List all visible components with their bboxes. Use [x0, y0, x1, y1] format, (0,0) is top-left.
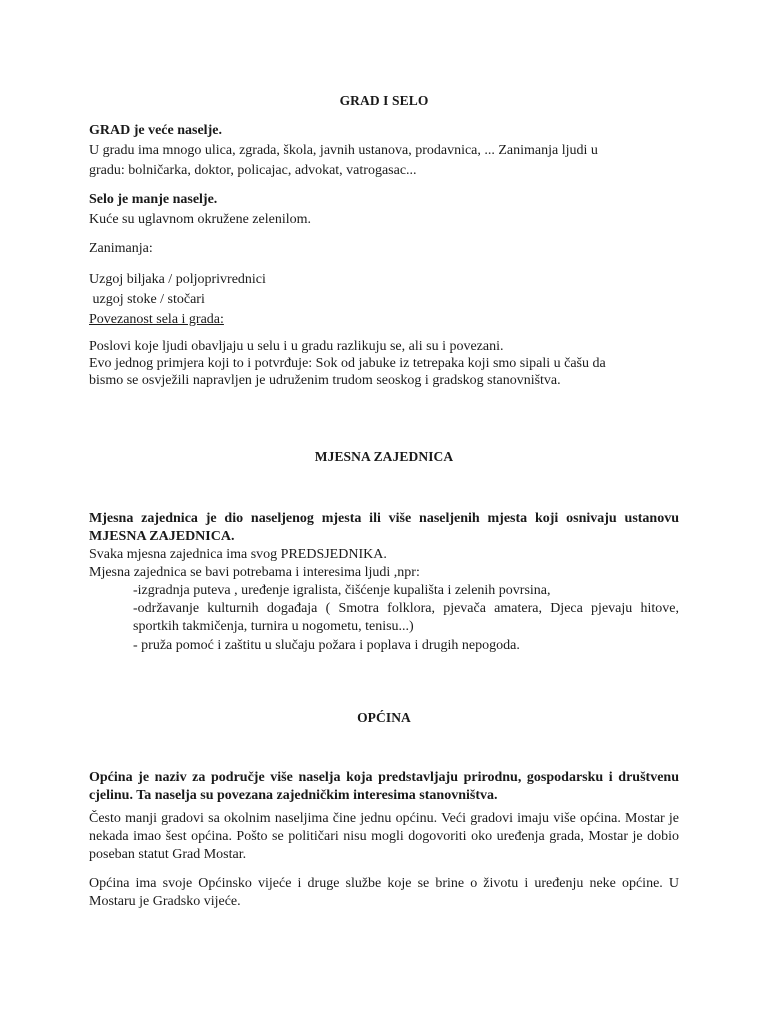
mjesna-zajednica-item-3: - pruža pomoć i zaštitu u slučaju požara i poplava i drugih nepogoda. — [133, 638, 520, 653]
opcina-paragraph-1: Često manji gradovi sa okolnim naseljima čine jednu općinu. Veći gradovi imaju više općina. Mostar je nekada imao šest općina. Pošto se političari nisu mogli dogovoriti oko uređenja grada, Mostar je dobio poseban statut Grad Mostar. — [89, 811, 679, 862]
mjesna-zajednica-item-2: -održavanje kulturnih događaja ( Smotra folklora, pjevača amatera, Djeca pjevaju hitove, sportkih takmičenja, turnira u nogometu, tenisu...) — [133, 601, 679, 634]
zanimanje-item-1: Uzgoj biljaka / poljoprivrednici — [89, 272, 266, 287]
section-title-mjesna-zajednica: MJESNA ZAJEDNICA — [314, 449, 454, 464]
mjesna-zajednica-predsjednik: Svaka mjesna zajednica ima svog PREDSJEDNIKA. — [89, 547, 387, 562]
povezanost-text-line-3: bismo se osvježili napravljen je udruženim trudom seoskog i gradskog stanovništva. — [89, 373, 561, 388]
mjesna-zajednica-bavi-se: Mjesna zajednica se bavi potrebama i interesima ljudi ,npr: — [89, 565, 420, 580]
povezanost-heading: Povezanost sela i grada: — [89, 312, 224, 327]
povezanost-text-line-2: Evo jednog primjera koji to i potvrđuje: Sok od jabuke iz tetrepaka koji smo sipali u čašu da — [89, 356, 606, 371]
grad-text-line-2: gradu: bolničarka, doktor, policajac, advokat, vatrogasac... — [89, 163, 417, 178]
grad-text-line-1: U gradu ima mnogo ulica, zgrada, škola, javnih ustanova, prodavnica, ... Zanimanja ljudi u — [89, 143, 598, 158]
selo-heading: Selo je manje naselje. — [89, 192, 218, 207]
opcina-paragraph-2: Općina ima svoje Općinsko vijeće i druge službe koje se brine o životu i uređenju neke općine. U Mostaru je Gradsko vijeće. — [89, 876, 679, 909]
povezanost-text-line-1: Poslovi koje ljudi obavljaju u selu i u gradu razlikuju se, ali su i povezani. — [89, 339, 504, 354]
section-title-opcina: OPĆINA — [357, 710, 411, 725]
grad-heading: GRAD je veće naselje. — [89, 123, 222, 138]
zanimanja-label: Zanimanja: — [89, 241, 153, 256]
selo-text: Kuće su uglavnom okružene zelenilom. — [89, 212, 311, 227]
opcina-definition: Općina je naziv za područje više naselja koja predstavljaju prirodnu, gospodarsku i društvenu cjelinu. Ta naselja su povezana zajedničkim interesima stanovništva. — [89, 770, 679, 803]
zanimanje-item-2: uzgoj stoke / stočari — [89, 292, 205, 307]
mjesna-zajednica-item-1: -izgradnja puteva , uređenje igralista, čišćenje kupališta i zelenih povrsina, — [133, 583, 551, 598]
section-title-grad-i-selo: GRAD I SELO — [339, 93, 429, 108]
mjesna-zajednica-definition: Mjesna zajednica je dio naseljenog mjesta ili više naseljenih mjesta koji osnivaju ustanovu MJESNA ZAJEDNICA. — [89, 511, 679, 544]
